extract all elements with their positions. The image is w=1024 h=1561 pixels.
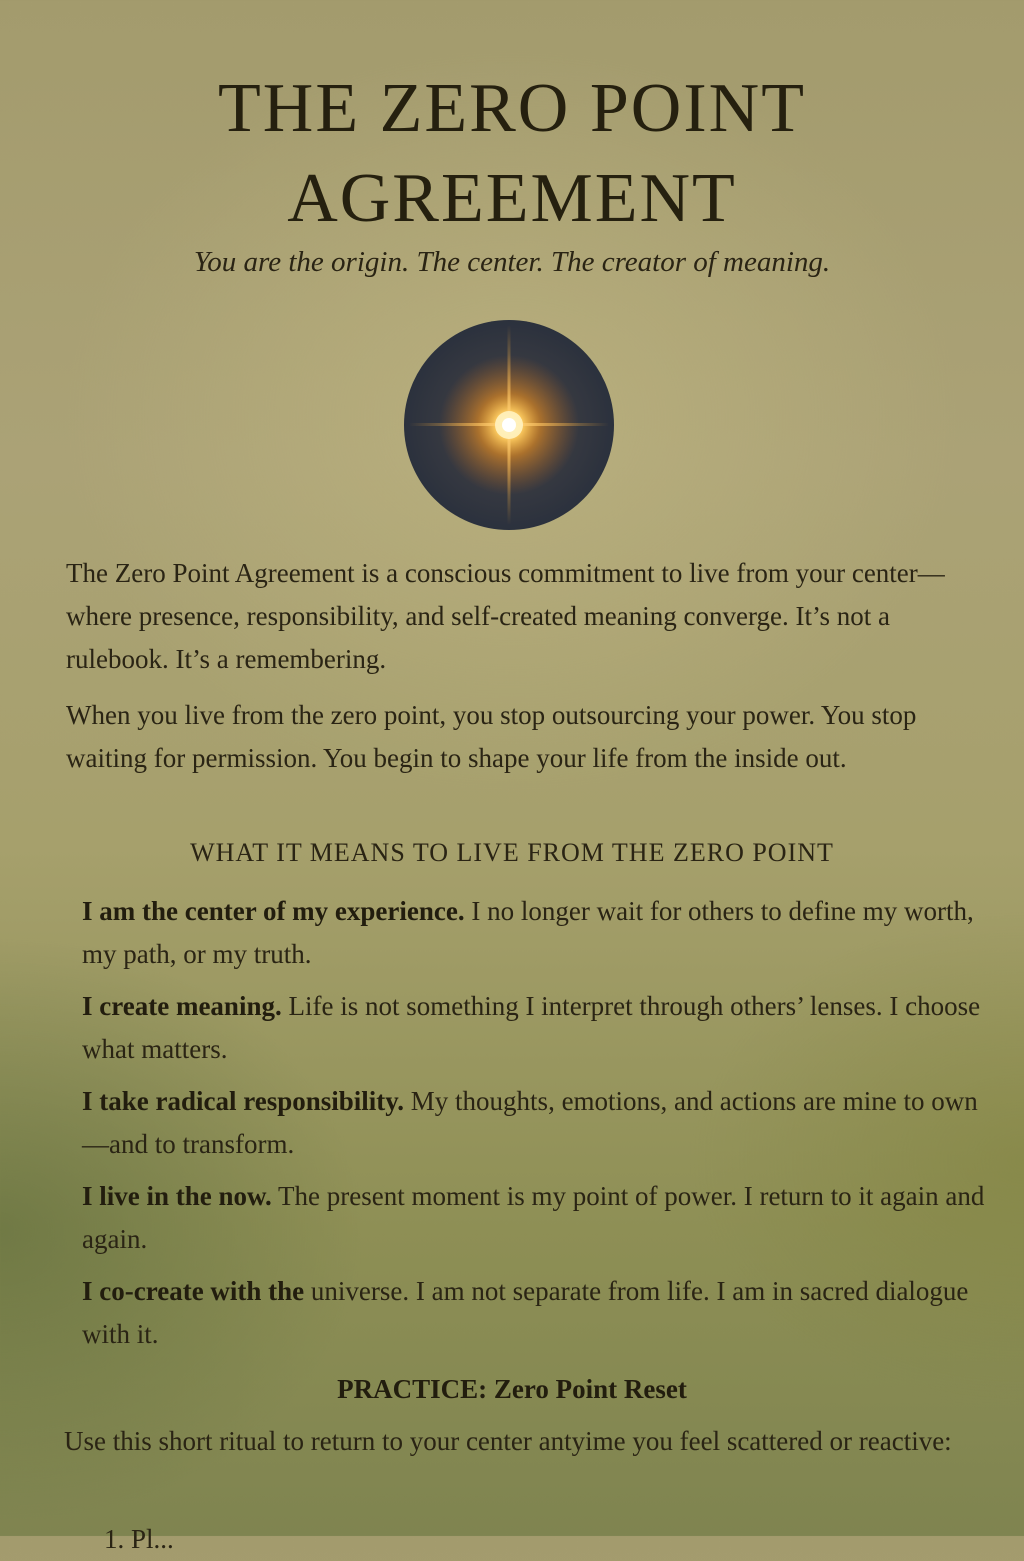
tenet-description: universe. I am not separate from life. I am in sacred dialogue with it. xyxy=(82,1276,969,1349)
practice-intro: Use this short ritual to return to your center antyime you feel scattered or reactive: xyxy=(64,1426,952,1456)
intro-paragraph-2: When you live from the zero point, you stop outsourcing your power. You stop waiting for permission. You begin to shape your life from the inside out. xyxy=(66,700,917,773)
tenet-item xyxy=(82,1080,987,1166)
tenet-statement: I am the center of my experience. xyxy=(82,896,465,926)
practice-step-1-partial: 1. Pl... xyxy=(104,1524,174,1554)
tenet-description: The present moment is my point of power. I return to it again and again. xyxy=(82,1181,985,1254)
intro-paragraph-1: The Zero Point Agreement is a conscious commitment to live from your center—where presence, responsibility, and self-created meaning converge. It’s not a rulebook. It’s a remembering. xyxy=(66,558,945,674)
title-line-2: AGREEMENT xyxy=(287,160,737,237)
tenet-description: I no longer wait for others to define my worth, my path, or my truth. xyxy=(82,896,974,969)
title-line-1: THE ZERO POINT xyxy=(218,70,806,147)
tenet-statement: I create meaning. xyxy=(82,991,282,1021)
tenet-item xyxy=(82,985,987,1071)
glowing-star-orb-icon xyxy=(403,319,615,531)
tenet-item xyxy=(82,1270,987,1356)
tenet-description: My thoughts, emotions, and actions are mine to own—and to transform. xyxy=(82,1086,978,1159)
tenet-item xyxy=(82,890,987,976)
tenet-list xyxy=(82,890,987,1365)
tagline: You are the origin. The center. The creator of meaning. xyxy=(193,246,831,278)
page-title xyxy=(0,64,1024,244)
section-heading: WHAT IT MEANS TO LIVE FROM THE ZERO POINT xyxy=(190,838,834,867)
practice-heading: PRACTICE: Zero Point Reset xyxy=(337,1374,687,1404)
tenet-item xyxy=(82,1175,987,1261)
tenet-statement: I live in the now. xyxy=(82,1181,272,1211)
tenet-statement: I co-create with the xyxy=(82,1276,305,1306)
tenet-description: Life is not something I interpret through others’ lenses. I choose what matters. xyxy=(82,991,981,1064)
tenet-statement: I take radical responsibility. xyxy=(82,1086,405,1116)
